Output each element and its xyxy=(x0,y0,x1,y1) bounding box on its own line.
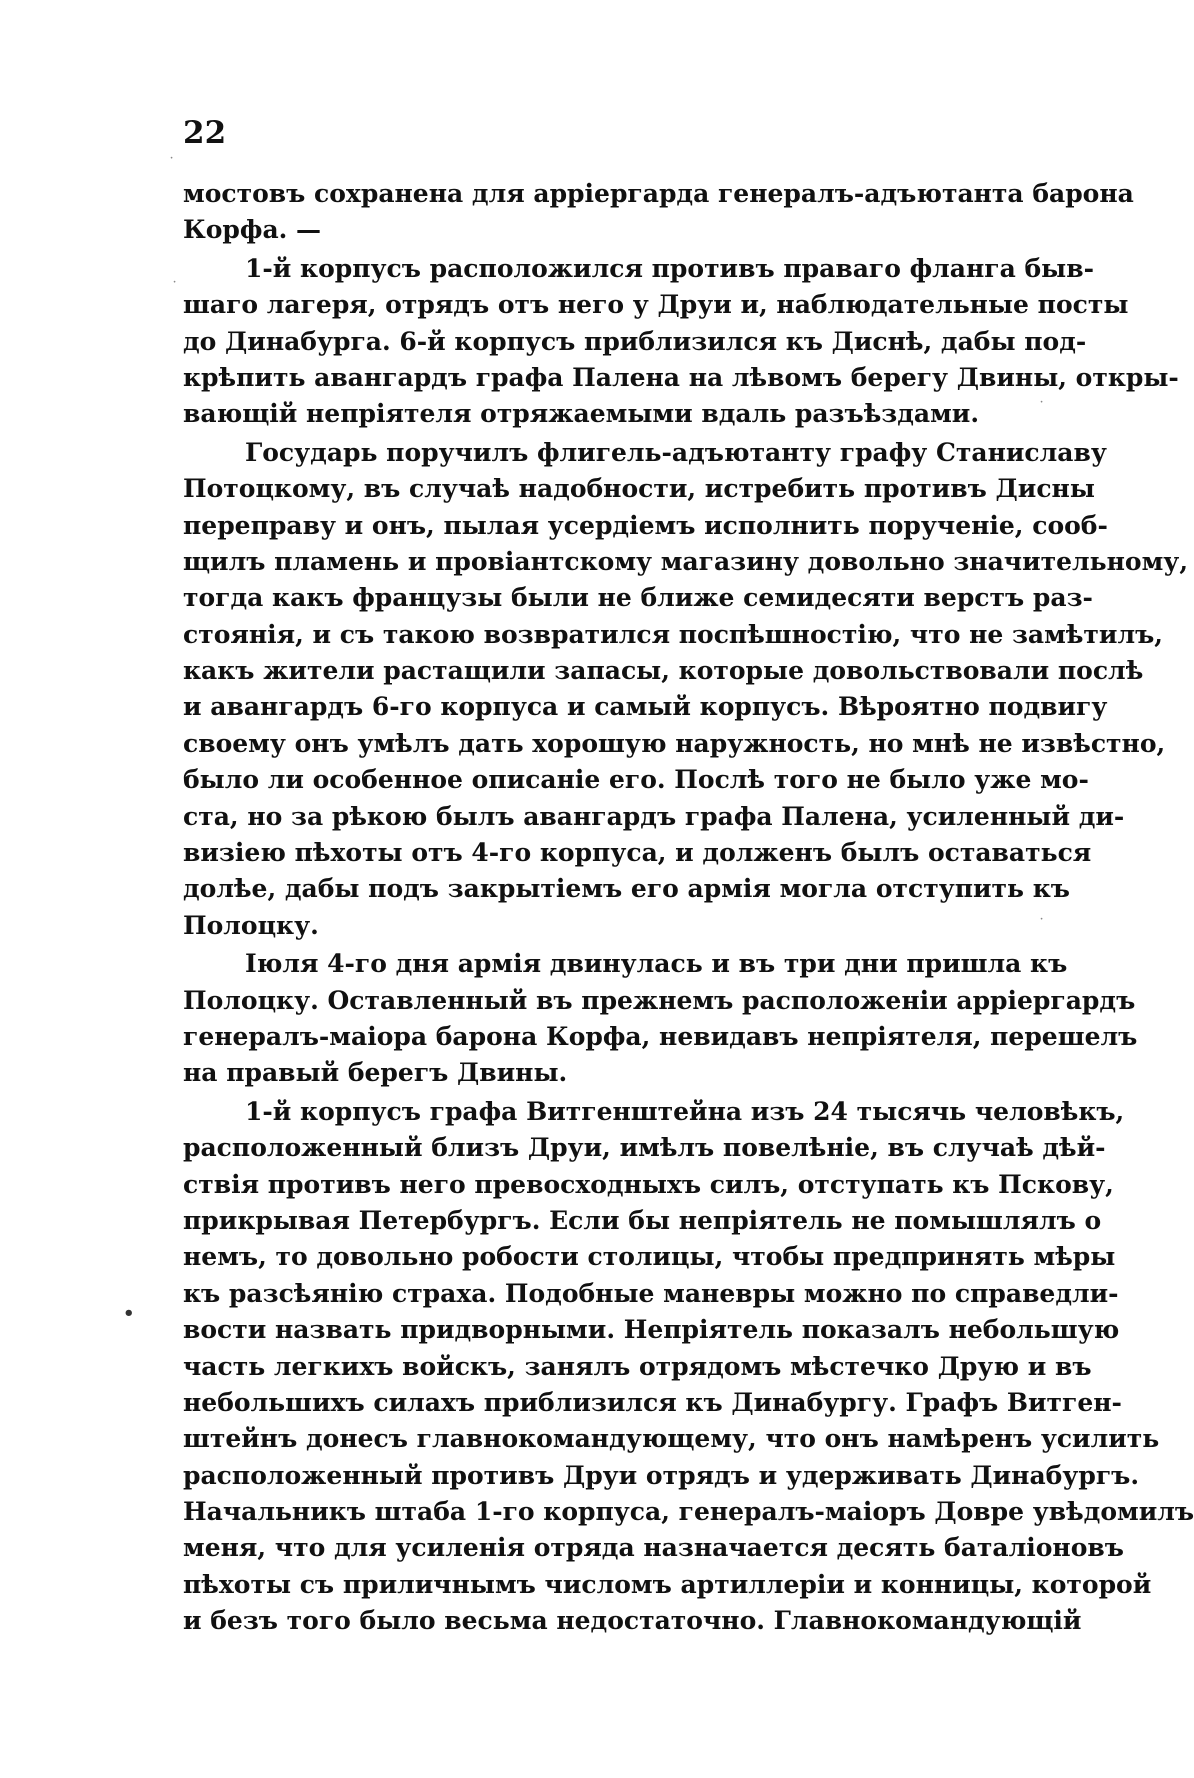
text-line: шаго лагеря, отрядъ отъ него у Друи и, наблюдательные посты xyxy=(183,290,1129,320)
text-line: крѣпить авангардъ графа Палена на лѣвомъ берегу Двины, откры- xyxy=(183,362,1179,392)
text-line: на правый берегъ Двины. xyxy=(183,1058,568,1088)
margin-dot: · xyxy=(1040,398,1044,408)
text-line: мостовъ сохранена для арріергарда генералъ-адъютанта барона xyxy=(183,179,1134,208)
text-line: переправу и онъ, пылая усердіемъ исполнить порученіе, сооб- xyxy=(183,510,1108,540)
text-line: прикрывая Петербургъ. Если бы непріятель не помышлялъ о xyxy=(183,1205,1102,1235)
margin-dot: · xyxy=(173,278,177,288)
text-line: штейнъ донесъ главнокомандующему, что онъ намѣренъ усилить xyxy=(183,1424,1160,1454)
text-line: Государь поручилъ флигель-адъютанту графу Станиславу xyxy=(245,437,1107,467)
text-line: Корфа. — xyxy=(183,215,322,245)
body-text xyxy=(183,176,1194,1642)
text-line: визіею пѣхоты отъ 4-го корпуса, и долженъ былъ оставаться xyxy=(183,838,1092,868)
margin-bullet: • xyxy=(123,1303,135,1324)
text-line: расположенный противъ Друи отрядъ и удерживать Динабургъ. xyxy=(183,1460,1140,1490)
text-line: Начальникъ штаба 1-го корпуса, генералъ-маіоръ Довре увѣдомилъ xyxy=(183,1497,1194,1527)
text-line: ствія противъ него превосходныхъ силъ, отступать къ Пскову, xyxy=(183,1169,1114,1199)
paragraph xyxy=(183,435,1189,944)
paragraph xyxy=(183,946,1138,1092)
text-line: было ли особенное описаніе его. Послѣ того не было уже мо- xyxy=(183,765,1089,795)
page-number: 22 xyxy=(183,115,227,151)
margin-dot: · xyxy=(170,154,174,164)
text-line: своему онъ умѣлъ дать хорошую наружность, но мнѣ не извѣстно, xyxy=(183,728,1166,758)
text-line: Полоцку. xyxy=(183,910,319,940)
text-line: меня, что для усиленія отряда назначается десять баталіоновъ xyxy=(183,1533,1124,1563)
text-line: Полоцку. Оставленный въ прежнемъ расположеніи арріергардъ xyxy=(183,985,1136,1015)
text-line: какъ жители растащили запасы, которые довольствовали послѣ xyxy=(183,656,1144,686)
text-line: къ разсѣянію страха. Подобные маневры можно по справедли- xyxy=(183,1278,1119,1308)
text-line: 1-й корпусъ расположился противъ праваго фланга быв- xyxy=(245,253,1094,283)
text-line: тогда какъ французы были не ближе семидесяти верстъ раз- xyxy=(183,583,1093,613)
text-line: немъ, то довольно робости столицы, чтобы предпринять мѣры xyxy=(183,1242,1116,1272)
text-line: щилъ пламень и провіантскому магазину довольно значительному, xyxy=(183,546,1189,576)
text-line: ста, но за рѣкою былъ авангардъ графа Палена, усиленный ди- xyxy=(183,801,1125,831)
margin-dot: · xyxy=(1040,915,1044,925)
paragraph xyxy=(183,176,1134,249)
text-line: стоянія, и съ такою возвратился поспѣшностію, что не замѣтилъ, xyxy=(183,619,1163,649)
paragraph xyxy=(183,251,1179,433)
text-line: расположенный близъ Друи, имѣлъ повелѣніе, въ случаѣ дѣй- xyxy=(183,1133,1106,1163)
text-line: и авангардъ 6-го корпуса и самый корпусъ. Вѣроятно подвигу xyxy=(183,692,1108,722)
text-line: Потоцкому, въ случаѣ надобности, истребить противъ Дисны xyxy=(183,474,1095,504)
text-line: небольшихъ силахъ приблизился къ Динабургу. Графъ Витген- xyxy=(183,1387,1122,1417)
text-line: до Динабурга. 6-й корпусъ приблизился къ Диснѣ, дабы под- xyxy=(183,326,1087,356)
text-line: 1-й корпусъ графа Витгенштейна изъ 24 тысячь человѣкъ, xyxy=(245,1096,1125,1126)
text-line: часть легкихъ войскъ, занялъ отрядомъ мѣстечко Друю и въ xyxy=(183,1351,1092,1381)
text-line: Іюля 4-го дня армія двинулась и въ три дни пришла къ xyxy=(245,949,1068,979)
text-line: вости назвать придворными. Непріятель показалъ небольшую xyxy=(183,1315,1120,1345)
paragraph xyxy=(183,1094,1194,1640)
text-line: вающій непріятеля отряжаемыми вдаль разъѣздами. xyxy=(183,399,980,429)
text-line: и безъ того было весьма недостаточно. Главнокомандующій xyxy=(183,1606,1082,1636)
text-line: долѣе, дабы подъ закрытіемъ его армія могла отступить къ xyxy=(183,874,1070,904)
text-line: пѣхоты съ приличнымъ числомъ артиллеріи и конницы, которой xyxy=(183,1569,1152,1599)
text-line: генералъ-маіора барона Корфа, невидавъ непріятеля, перешелъ xyxy=(183,1021,1138,1051)
